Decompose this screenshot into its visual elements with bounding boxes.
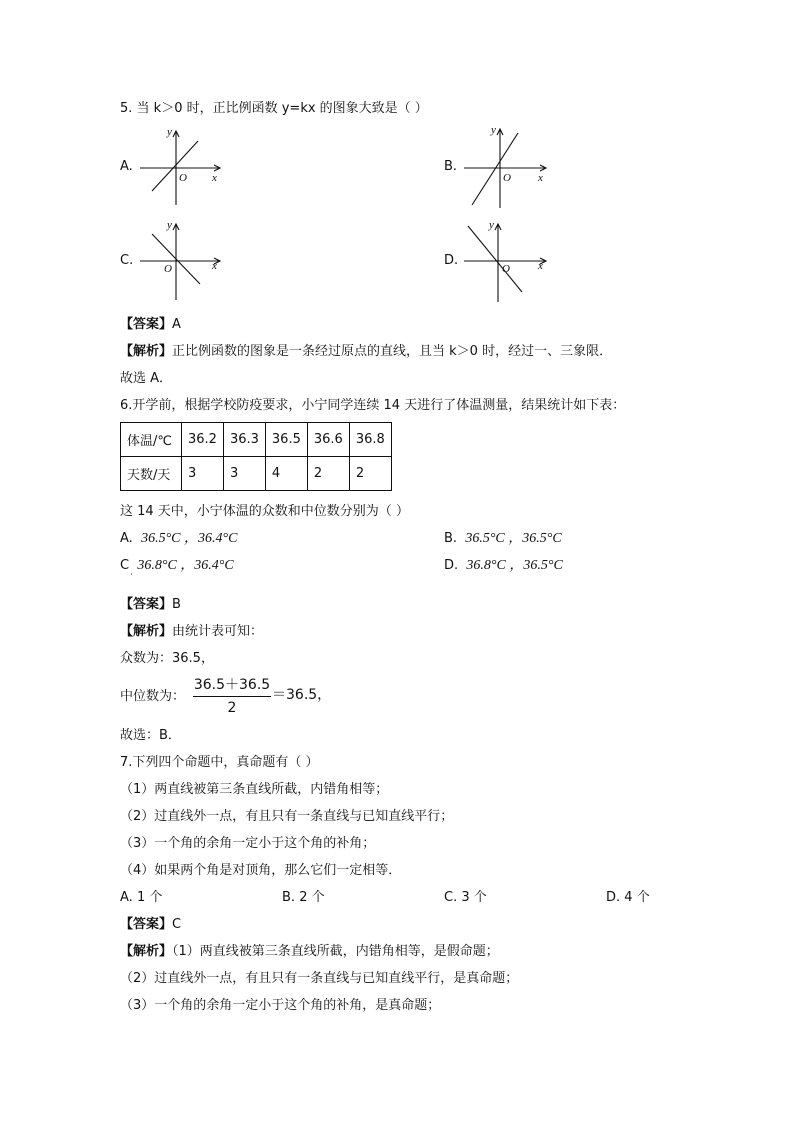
temperature-table bbox=[120, 422, 392, 491]
q7-statement: （4）如果两个角是对顶角，那么它们一定相等． bbox=[120, 863, 402, 878]
q7-answer-line bbox=[120, 913, 181, 932]
q5-graph-b bbox=[460, 123, 560, 213]
q5-graph-d bbox=[460, 218, 560, 308]
option-text: 4 个 bbox=[624, 890, 650, 905]
q5-stem: 5. 当 k＞0 时，正比例函数 y=kx 的图象大致是（ ） bbox=[120, 101, 428, 116]
answer-value: C bbox=[172, 917, 182, 932]
x-label: x bbox=[212, 172, 217, 184]
table-cell: 3 bbox=[182, 457, 224, 491]
q6-stem: 6.开学前，根据学校防疫要求，小宁同学连续 14 天进行了体温测量，结果统计如下表： bbox=[120, 398, 626, 413]
analysis-text: （1）两直线被第三条直线所截，内错角相等，是假命题； bbox=[172, 944, 499, 959]
fraction-denominator: 2 bbox=[227, 700, 237, 716]
function-line bbox=[472, 133, 518, 205]
answer-label: 【答案】 bbox=[120, 597, 173, 612]
q5-option-b-label: B. bbox=[444, 159, 458, 174]
function-line bbox=[468, 226, 522, 292]
option-text: 36.5°C ，36.4°C bbox=[141, 531, 238, 546]
origin-label: O bbox=[179, 172, 187, 184]
table-cell: 36.5 bbox=[265, 423, 307, 457]
table-cell: 36.6 bbox=[307, 423, 349, 457]
q7-statement: （1）两直线被第三条直线所截，内错角相等； bbox=[120, 782, 389, 797]
q7-analysis-line: （2）过直线外一点，有且只有一条直线与已知直线平行，是真命题； bbox=[120, 971, 519, 986]
q5-answer-line bbox=[120, 313, 181, 332]
option-text: 3 个 bbox=[461, 890, 487, 905]
x-label: x bbox=[538, 260, 543, 272]
option-letter: D. bbox=[606, 890, 621, 905]
y-label: y bbox=[167, 126, 172, 138]
table-cell: 36.2 bbox=[182, 423, 224, 457]
option-letter: B. bbox=[282, 890, 296, 905]
analysis-text: 正比例函数的图象是一条经过原点的直线，且当 k＞0 时，经过一、三象限． bbox=[172, 344, 613, 359]
option-text: 2 个 bbox=[299, 890, 325, 905]
q7-option-d bbox=[606, 886, 650, 905]
y-label: y bbox=[491, 124, 496, 136]
q5-option-c-label: C. bbox=[120, 253, 134, 268]
analysis-text: 由统计表可知： bbox=[172, 624, 264, 639]
y-label: y bbox=[489, 219, 494, 231]
median-result: ＝36.5， bbox=[272, 687, 332, 703]
answer-value: B bbox=[172, 597, 181, 612]
q5-conclusion: 故选 A． bbox=[120, 371, 173, 386]
q7-analysis-line: （3）一个角的余角一定小于这个角的补角，是真命题； bbox=[120, 998, 441, 1013]
analysis-label: 【解析】 bbox=[120, 344, 173, 359]
q6-option-d bbox=[444, 554, 563, 574]
option-letter: D. bbox=[444, 558, 459, 573]
fraction-numerator: 36.5＋36.5 bbox=[193, 674, 271, 697]
option-letter: B. bbox=[444, 531, 458, 546]
q6-mode-line: 众数为：36.5， bbox=[120, 651, 214, 666]
x-label: x bbox=[212, 260, 217, 272]
origin-label: O bbox=[164, 263, 172, 275]
table-cell: 2 bbox=[307, 457, 349, 491]
answer-label: 【答案】 bbox=[120, 317, 173, 332]
y-label: y bbox=[167, 219, 172, 231]
answer-value: A bbox=[172, 317, 181, 332]
q6-option-a bbox=[120, 527, 237, 547]
q7-analysis-line bbox=[120, 940, 499, 959]
q5-analysis-line bbox=[120, 340, 612, 359]
origin-label: O bbox=[502, 263, 510, 275]
q6-conclusion: 故选：B． bbox=[120, 728, 181, 743]
option-text: 36.8°C ，36.4°C bbox=[137, 558, 234, 573]
option-text: 36.5°C ，36.5°C bbox=[465, 531, 562, 546]
option-letter: C. bbox=[444, 890, 458, 905]
q5-option-d-label: D. bbox=[444, 253, 459, 268]
table-cell: 36.8 bbox=[349, 423, 391, 457]
q7-option-b bbox=[282, 886, 325, 905]
table-header-cell: 天数/天 bbox=[121, 457, 182, 491]
q7-statement: （2）过直线外一点，有且只有一条直线与已知直线平行； bbox=[120, 809, 454, 824]
option-letter: C bbox=[120, 558, 130, 573]
table-row bbox=[121, 457, 392, 491]
q7-option-c bbox=[444, 886, 487, 905]
option-text: 1 个 bbox=[136, 890, 163, 905]
function-line bbox=[152, 141, 198, 191]
table-header-cell: 体温/℃ bbox=[121, 423, 182, 457]
analysis-label: 【解析】 bbox=[120, 624, 173, 639]
q6-analysis-line bbox=[120, 620, 263, 639]
origin-label: O bbox=[503, 172, 511, 184]
answer-label: 【答案】 bbox=[120, 917, 173, 932]
table-cell: 36.3 bbox=[223, 423, 265, 457]
table-row bbox=[121, 423, 392, 457]
q6-question: 这 14 天中，小宁体温的众数和中位数分别为（ ） bbox=[120, 504, 409, 519]
median-fraction bbox=[193, 674, 271, 716]
stray-dot: · bbox=[130, 570, 133, 580]
analysis-label: 【解析】 bbox=[120, 944, 173, 959]
q5-graph-a bbox=[136, 123, 236, 213]
q5-graph-c bbox=[136, 218, 236, 308]
q6-option-c bbox=[120, 554, 234, 574]
q6-answer-line bbox=[120, 593, 181, 612]
q6-option-b bbox=[444, 527, 562, 547]
option-letter: A. bbox=[120, 531, 133, 546]
table-cell: 4 bbox=[265, 457, 307, 491]
q7-stem: 7.下列四个命题中，真命题有（ ） bbox=[120, 755, 319, 770]
option-text: 36.8°C ，36.5°C bbox=[466, 558, 563, 573]
q6-median-prefix: 中位数为： bbox=[120, 689, 186, 704]
x-label: x bbox=[538, 172, 543, 184]
option-letter: A. bbox=[120, 890, 133, 905]
q7-option-a bbox=[120, 886, 162, 905]
q5-option-a-label: A. bbox=[120, 159, 133, 174]
q7-statement: （3）一个角的余角一定小于这个角的补角； bbox=[120, 836, 376, 851]
table-cell: 3 bbox=[223, 457, 265, 491]
table-cell: 2 bbox=[349, 457, 391, 491]
